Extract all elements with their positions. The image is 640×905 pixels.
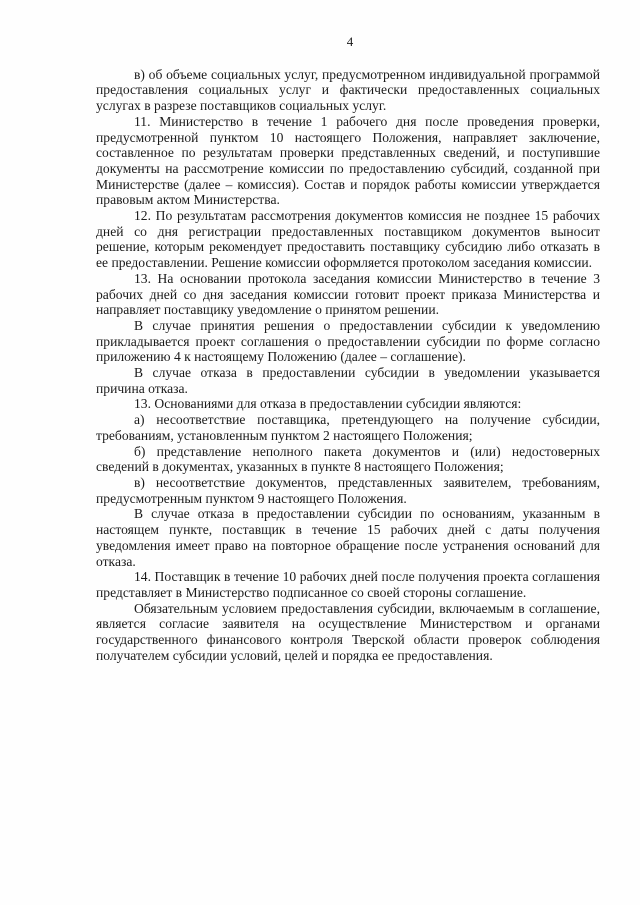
paragraph-13-protocol: 13. На основании протокола заседания комиссии Министерство в течение 3 рабочих дней со дня заседания комиссии готовит проект приказа Министерства и направляет поставщику уведомление о принятом решении. (96, 270, 600, 318)
paragraph-11: 11. Министерство в течение 1 рабочего дня после проведения проверки, предусмотренной пунктом 10 настоящего Положения, направляет заключение, составленное по результатам проверки представленных сведений, и поступившие документы на рассмотрение комиссии по предоставлению субсидий, созданной при Министерстве (далее – комиссия). Состав и порядок работы комиссии утверждается правовым актом Министерства. (96, 113, 600, 208)
paragraph-ground-b: б) представление неполного пакета документов и (или) недостоверных сведений в документах, указанных в пункте 8 настоящего Положения; (96, 443, 600, 475)
paragraph-ground-c: в) несоответствие документов, представленных заявителем, требованиям, предусмотренным пунктом 9 настоящего Положения. (96, 474, 600, 506)
paragraph-12: 12. По результатам рассмотрения документов комиссия не позднее 15 рабочих дней со дня регистрации предоставленных поставщиком документов выносит решение, которым рекомендует предоставить поставщику субсидию либо отказать в ее предоставлении. Решение комиссии оформляется протоколом заседания комиссии. (96, 208, 600, 271)
paragraph-subsidy-refusal: В случае отказа в предоставлении субсидии в уведомлении указывается причина отказа. (96, 365, 600, 396)
page-number: 4 (346, 34, 354, 49)
paragraph-subsidy-approval: В случае принятия решения о предоставлении субсидии к уведомлению прикладывается проект соглашения о предоставлении субсидии по форме согласно приложению 4 к настоящему Положению (далее – соглашение). (96, 317, 600, 365)
paragraph-repeat-application: В случае отказа в предоставлении субсидии по основаниям, указанным в настоящем пункте, поставщик в течение 15 рабочих дней с даты получения уведомления имеет право на повторное обращение после устранения оснований для отказа. (96, 506, 600, 569)
paragraph-ground-a: а) несоответствие поставщика, претендующего на получение субсидии, требованиям, установленным пунктом 2 настоящего Положения; (96, 412, 600, 443)
paragraph-volume-of-services: в) об объеме социальных услуг, предусмотренном индивидуальной программой предоставления социальных услуг и фактически предоставленных социальных услугах в разрезе поставщиков социальных услуг. (96, 66, 600, 114)
paragraph-mandatory-condition: Обязательным условием предоставления субсидии, включаемым в соглашение, является согласие заявителя на осуществление Министерством и органами государственного финансового контроля Тверской области проверок соблюдения получателем субсидии условий, целей и порядка ее предоставления. (96, 600, 600, 663)
paragraph-13-grounds: 13. Основаниями для отказа в предоставлении субсидии являются: (134, 396, 522, 412)
paragraph-14: 14. Поставщик в течение 10 рабочих дней после получения проекта соглашения представляет в Министерство подписанное со своей стороны соглашение. (96, 569, 600, 600)
